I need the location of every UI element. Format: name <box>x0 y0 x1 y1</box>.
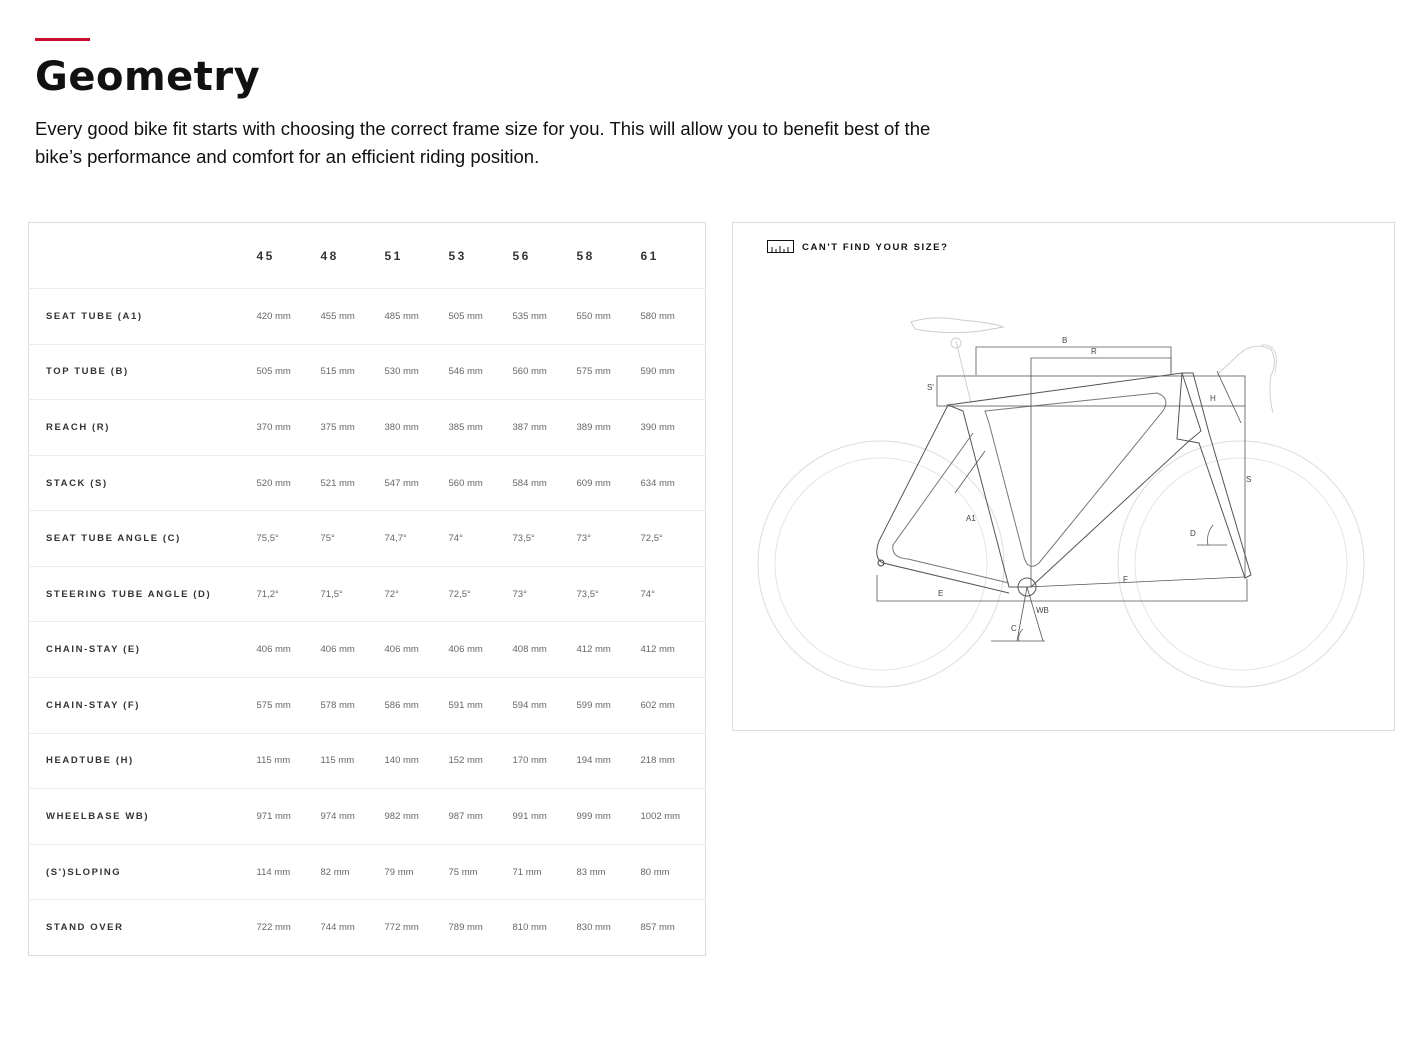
corner-cell <box>29 223 257 289</box>
table-row <box>29 900 706 956</box>
table-cell: 406 mm <box>256 644 291 656</box>
table-row <box>29 400 706 456</box>
rear-triangle-inner <box>893 433 1009 583</box>
cant-find-size-label: CAN'T FIND YOUR SIZE? <box>802 241 949 253</box>
table-cell: 772 mm <box>384 922 419 934</box>
label-h: H <box>1210 394 1216 403</box>
table-cell: 412 mm <box>640 644 675 656</box>
table-cell: 520 mm <box>256 477 291 489</box>
handlebar-outline <box>1217 346 1275 413</box>
table-cell: 194 mm <box>576 755 611 767</box>
table-cell: 82 mm <box>320 866 350 878</box>
table-cell: 599 mm <box>576 699 611 711</box>
label-s: S <box>1246 475 1252 484</box>
table-cell: 75 mm <box>448 866 478 878</box>
table-cell: 115 mm <box>256 755 291 767</box>
table-cell: 71,5° <box>320 588 343 600</box>
size-header-51: 51 <box>384 248 403 263</box>
table-cell: 385 mm <box>448 421 483 433</box>
table-row <box>29 844 706 900</box>
table-cell: 546 mm <box>448 366 483 378</box>
front-wheel-inner <box>1135 458 1347 670</box>
table-cell: 810 mm <box>512 922 547 934</box>
table-cell: 575 mm <box>256 699 291 711</box>
rear-wheel-inner <box>775 458 987 670</box>
dim-sloping-s-prime <box>937 376 1245 406</box>
table-cell: 1002 mm <box>640 810 681 822</box>
table-cell: 370 mm <box>256 421 291 433</box>
table-row <box>29 622 706 678</box>
table-cell: 73,5° <box>512 533 535 545</box>
dim-reach-r <box>1031 358 1171 587</box>
dim-seat-angle-line <box>1017 587 1027 641</box>
table-row <box>29 678 706 734</box>
row-label: SEAT TUBE ANGLE (C) <box>46 533 181 545</box>
table-cell: 83 mm <box>576 866 606 878</box>
dim-seat-angle-c <box>1019 629 1023 641</box>
title-accent-bar <box>35 38 90 41</box>
table-cell: 406 mm <box>384 644 419 656</box>
table-cell: 999 mm <box>576 810 611 822</box>
seat-stay-and-chain-stay <box>877 405 1009 593</box>
table-cell: 530 mm <box>384 366 419 378</box>
table-row <box>29 289 706 345</box>
front-wheel-outer <box>1118 441 1364 687</box>
table-cell: 505 mm <box>256 366 291 378</box>
table-cell: 408 mm <box>512 644 547 656</box>
table-cell: 75,5° <box>256 533 279 545</box>
saddle-outline <box>911 318 1003 333</box>
table-cell: 987 mm <box>448 810 483 822</box>
dim-wheelbase-e <box>877 575 1247 601</box>
table-cell: 140 mm <box>384 755 419 767</box>
size-header-58: 58 <box>576 248 595 263</box>
table-cell: 387 mm <box>512 421 547 433</box>
table-row <box>29 455 706 511</box>
dim-headtube-h <box>1217 371 1241 423</box>
row-label: STAND OVER <box>46 922 124 934</box>
label-wb: WB <box>1036 606 1049 615</box>
frame-inner-cutout <box>985 393 1166 566</box>
size-header-56: 56 <box>512 248 531 263</box>
table-cell: 72,5° <box>448 588 471 600</box>
label-e: E <box>938 589 944 598</box>
table-cell: 152 mm <box>448 755 483 767</box>
seatpost <box>956 341 971 403</box>
intro-text: Every good bike fit starts with choosing the correct frame size for you. This will allow you to benefit best of the bike’s performance and comfort for an efficient riding position. <box>35 118 931 167</box>
size-header-45: 45 <box>256 248 275 263</box>
table-cell: 547 mm <box>384 477 419 489</box>
label-b: B <box>1062 336 1068 345</box>
size-header-61: 61 <box>640 248 659 263</box>
table-cell: 789 mm <box>448 922 483 934</box>
size-header-53: 53 <box>448 248 467 263</box>
row-label: SEAT TUBE (A1) <box>46 310 143 322</box>
label-c: C <box>1011 624 1017 633</box>
table-cell: 594 mm <box>512 699 547 711</box>
fork-and-headtube <box>1177 373 1251 578</box>
table-cell: 830 mm <box>576 922 611 934</box>
dim-seat-tube-a1 <box>955 451 985 493</box>
row-label: (S')SLOPING <box>46 866 122 878</box>
table-cell: 722 mm <box>256 922 291 934</box>
page-title: Geometry <box>35 54 261 100</box>
geometry-table-body <box>29 289 706 956</box>
size-header-row <box>29 223 706 289</box>
table-cell: 634 mm <box>640 477 675 489</box>
geometry-table <box>28 222 706 956</box>
table-cell: 79 mm <box>384 866 414 878</box>
table-row <box>29 733 706 789</box>
table-cell: 590 mm <box>640 366 675 378</box>
table-cell: 74° <box>640 588 655 600</box>
table-cell: 602 mm <box>640 699 675 711</box>
frame-main-triangle <box>948 373 1201 587</box>
table-cell: 74° <box>448 533 463 545</box>
table-cell: 114 mm <box>256 866 291 878</box>
table-cell: 744 mm <box>320 922 355 934</box>
dim-steering-angle-d <box>1208 525 1213 545</box>
row-label: HEADTUBE (H) <box>46 755 134 767</box>
table-cell: 586 mm <box>384 699 419 711</box>
table-cell: 73,5° <box>576 588 599 600</box>
size-header-48: 48 <box>320 248 339 263</box>
table-cell: 991 mm <box>512 810 547 822</box>
label-s-prime: S' <box>927 383 934 392</box>
table-cell: 80 mm <box>640 866 670 878</box>
row-label: WHEELBASE WB) <box>46 810 150 822</box>
table-cell: 375 mm <box>320 421 355 433</box>
row-label: TOP TUBE (B) <box>46 366 129 378</box>
table-cell: 560 mm <box>512 366 547 378</box>
table-cell: 406 mm <box>448 644 483 656</box>
table-cell: 971 mm <box>256 810 291 822</box>
table-cell: 575 mm <box>576 366 611 378</box>
table-cell: 71 mm <box>512 866 542 878</box>
table-cell: 75° <box>320 533 335 545</box>
table-cell: 591 mm <box>448 699 483 711</box>
label-f: F <box>1123 575 1128 584</box>
table-row <box>29 344 706 400</box>
label-r: R <box>1091 347 1097 356</box>
table-cell: 521 mm <box>320 477 355 489</box>
bike-geometry-diagram <box>733 223 1394 730</box>
table-cell: 72° <box>384 588 399 600</box>
table-cell: 380 mm <box>384 421 419 433</box>
table-cell: 857 mm <box>640 922 675 934</box>
table-cell: 974 mm <box>320 810 355 822</box>
table-cell: 485 mm <box>384 310 419 322</box>
table-cell: 550 mm <box>576 310 611 322</box>
table-cell: 115 mm <box>320 755 355 767</box>
table-cell: 406 mm <box>320 644 355 656</box>
dim-top-tube-b <box>976 347 1171 375</box>
table-cell: 578 mm <box>320 699 355 711</box>
table-cell: 74,7° <box>384 533 407 545</box>
label-a1: A1 <box>966 514 976 523</box>
row-label: STACK (S) <box>46 477 108 489</box>
row-label: REACH (R) <box>46 421 111 433</box>
rear-wheel-outer <box>758 441 1004 687</box>
table-cell: 420 mm <box>256 310 291 322</box>
row-label: CHAIN-STAY (E) <box>46 644 141 656</box>
table-cell: 560 mm <box>448 477 483 489</box>
table-cell: 73° <box>512 588 527 600</box>
table-row <box>29 566 706 622</box>
label-d: D <box>1190 529 1196 538</box>
table-cell: 505 mm <box>448 310 483 322</box>
table-cell: 71,2° <box>256 588 279 600</box>
table-cell: 218 mm <box>640 755 675 767</box>
row-label: STEERING TUBE ANGLE (D) <box>46 588 212 600</box>
table-cell: 982 mm <box>384 810 419 822</box>
table-cell: 455 mm <box>320 310 355 322</box>
row-label: CHAIN-STAY (F) <box>46 699 141 711</box>
table-cell: 72,5° <box>640 533 663 545</box>
table-cell: 535 mm <box>512 310 547 322</box>
table-cell: 609 mm <box>576 477 611 489</box>
table-cell: 584 mm <box>512 477 547 489</box>
table-cell: 73° <box>576 533 591 545</box>
table-cell: 390 mm <box>640 421 675 433</box>
table-cell: 515 mm <box>320 366 355 378</box>
table-cell: 412 mm <box>576 644 611 656</box>
table-cell: 389 mm <box>576 421 611 433</box>
table-cell: 580 mm <box>640 310 675 322</box>
table-cell: 170 mm <box>512 755 547 767</box>
table-row <box>29 789 706 845</box>
table-row <box>29 511 706 567</box>
geometry-diagram-card <box>732 222 1395 731</box>
